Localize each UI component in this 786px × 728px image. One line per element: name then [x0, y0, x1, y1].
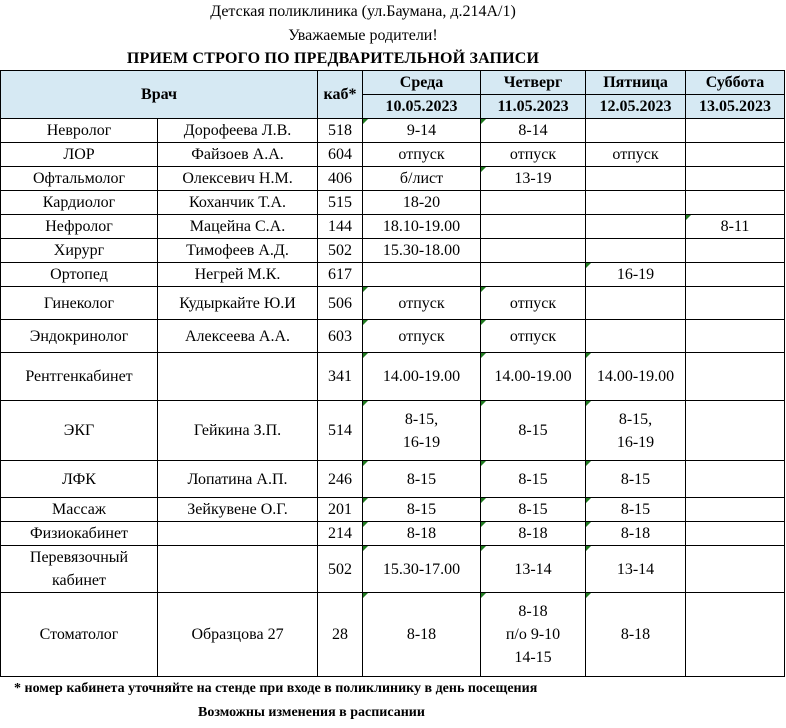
schedule-thu-cell: 8-18 п/о 9-10 14-15	[481, 593, 586, 677]
schedule-thu-cell: 14.00-19.00	[481, 353, 586, 401]
schedule-fri-cell: 8-18	[586, 593, 686, 677]
doctor-name-cell: Образцова 27	[158, 593, 318, 677]
doctor-name-cell	[158, 353, 318, 401]
table-row	[1, 522, 785, 546]
table-row	[1, 320, 785, 353]
column-header-sat: Суббота	[686, 71, 785, 95]
doctor-name-cell: Тимофеев А.Д.	[158, 239, 318, 263]
cabinet-cell: 341	[318, 353, 363, 401]
table-row	[1, 546, 785, 593]
schedule-sat-cell	[686, 522, 785, 546]
cabinet-cell: 617	[318, 263, 363, 287]
schedule-fri-cell: 13-14	[586, 546, 686, 593]
schedule-fri-cell	[586, 287, 686, 320]
schedule-sat-cell	[686, 353, 785, 401]
date-sat: 13.05.2023	[686, 95, 785, 119]
cabinet-cell: 518	[318, 119, 363, 143]
table-row	[1, 593, 785, 677]
cabinet-cell: 515	[318, 191, 363, 215]
cabinet-cell: 201	[318, 498, 363, 522]
doctor-name-cell: Файзоев А.А.	[158, 143, 318, 167]
schedule-fri-cell	[586, 239, 686, 263]
table-row	[1, 353, 785, 401]
schedule-fri-cell	[586, 215, 686, 239]
schedule-fri-cell	[586, 167, 686, 191]
schedule-thu-cell	[481, 215, 586, 239]
schedule-sat-cell	[686, 498, 785, 522]
cabinet-cell: 506	[318, 287, 363, 320]
schedule-sat-cell	[686, 461, 785, 498]
cabinet-cell: 604	[318, 143, 363, 167]
schedule-wed-cell: 18-20	[363, 191, 481, 215]
schedule-thu-cell: отпуск	[481, 287, 586, 320]
table-row	[1, 215, 785, 239]
schedule-sat-cell	[686, 401, 785, 461]
doctor-name-cell: Дорофеева Л.В.	[158, 119, 318, 143]
schedule-wed-cell	[363, 263, 481, 287]
schedule-thu-cell: 8-14	[481, 119, 586, 143]
doctor-name-cell	[158, 546, 318, 593]
specialty-cell: Стоматолог	[1, 593, 158, 677]
schedule-thu-cell: 8-18	[481, 522, 586, 546]
cabinet-cell: 406	[318, 167, 363, 191]
specialty-cell: Кардиолог	[1, 191, 158, 215]
doctor-name-cell: Мацейна С.А.	[158, 215, 318, 239]
schedule-wed-cell: 15.30-18.00	[363, 239, 481, 263]
doctor-name-cell: Негрей М.К.	[158, 263, 318, 287]
date-thu: 11.05.2023	[481, 95, 586, 119]
table-row	[1, 401, 785, 461]
schedule-thu-cell	[481, 263, 586, 287]
cabinet-cell: 246	[318, 461, 363, 498]
greeting: Уважаемые родители!	[288, 27, 438, 44]
schedule-sat-cell	[686, 191, 785, 215]
column-header-fri: Пятница	[586, 71, 686, 95]
table-row	[1, 191, 785, 215]
table-row	[1, 263, 785, 287]
schedule-thu-cell: 13-14	[481, 546, 586, 593]
header-row-days	[1, 71, 785, 95]
schedule-wed-cell: 8-15	[363, 498, 481, 522]
schedule-wed-cell: б/лист	[363, 167, 481, 191]
schedule-sat-cell	[686, 287, 785, 320]
schedule-fri-cell	[586, 320, 686, 353]
cabinet-cell: 514	[318, 401, 363, 461]
schedule-sat-cell	[686, 239, 785, 263]
schedule-sat-cell	[686, 263, 785, 287]
schedule-wed-cell: 9-14	[363, 119, 481, 143]
specialty-cell: Офтальмолог	[1, 167, 158, 191]
cabinet-cell: 502	[318, 239, 363, 263]
column-header-cab: каб*	[318, 71, 363, 119]
doctor-name-cell: Алексеева А.А.	[158, 320, 318, 353]
schedule-thu-cell	[481, 239, 586, 263]
schedule-thu-cell: 8-15	[481, 498, 586, 522]
table-row	[1, 287, 785, 320]
schedule-wed-cell: 15.30-17.00	[363, 546, 481, 593]
schedule-thu-cell: 13-19	[481, 167, 586, 191]
column-header-doctor: Врач	[1, 71, 318, 119]
schedule-thu-cell: отпуск	[481, 320, 586, 353]
cabinet-cell: 502	[318, 546, 363, 593]
schedule-fri-cell: 8-15, 16-19	[586, 401, 686, 461]
specialty-cell: Массаж	[1, 498, 158, 522]
schedule-thu-cell	[481, 191, 586, 215]
schedule-sat-cell	[686, 119, 785, 143]
schedule-wed-cell: 8-18	[363, 522, 481, 546]
schedule-sat-cell	[686, 320, 785, 353]
table-row	[1, 461, 785, 498]
schedule-fri-cell	[586, 119, 686, 143]
specialty-cell: Эндокринолог	[1, 320, 158, 353]
table-row	[1, 167, 785, 191]
cabinet-cell: 603	[318, 320, 363, 353]
specialty-cell: Физиокабинет	[1, 522, 158, 546]
doctor-name-cell: Гейкина З.П.	[158, 401, 318, 461]
schedule-wed-cell: 14.00-19.00	[363, 353, 481, 401]
schedule-sat-cell: 8-11	[686, 215, 785, 239]
column-header-thu: Четверг	[481, 71, 586, 95]
cabinet-cell: 144	[318, 215, 363, 239]
cabinet-cell: 28	[318, 593, 363, 677]
doctor-name-cell	[158, 522, 318, 546]
schedule-fri-cell: 8-15	[586, 498, 686, 522]
schedule-sat-cell	[686, 167, 785, 191]
clinic-title: Детская поликлиника (ул.Баумана, д.214А/1)	[210, 3, 516, 20]
schedule-wed-cell: 8-15	[363, 461, 481, 498]
cabinet-cell: 214	[318, 522, 363, 546]
schedule-wed-cell: 18.10-19.00	[363, 215, 481, 239]
specialty-cell: Перевязочный кабинет	[1, 546, 158, 593]
table-row	[1, 143, 785, 167]
specialty-cell: Рентгенкабинет	[1, 353, 158, 401]
column-header-wed: Среда	[363, 71, 481, 95]
specialty-cell: Невролог	[1, 119, 158, 143]
specialty-cell: ЭКГ	[1, 401, 158, 461]
doctor-name-cell: Лопатина А.П.	[158, 461, 318, 498]
table-row	[1, 119, 785, 143]
schedule-wed-cell: 8-15, 16-19	[363, 401, 481, 461]
schedule-wed-cell: отпуск	[363, 287, 481, 320]
schedule-sat-cell	[686, 593, 785, 677]
schedule-fri-cell: 8-18	[586, 522, 686, 546]
date-wed: 10.05.2023	[363, 95, 481, 119]
table-row	[1, 498, 785, 522]
doctor-name-cell: Коханчик Т.А.	[158, 191, 318, 215]
doctor-name-cell: Зейкувене О.Г.	[158, 498, 318, 522]
specialty-cell: ЛОР	[1, 143, 158, 167]
schedule-thu-cell: 8-15	[481, 461, 586, 498]
appointment-notice: ПРИЕМ СТРОГО ПО ПРЕДВАРИТЕЛЬНОЙ ЗАПИСИ	[126, 50, 540, 67]
schedule-wed-cell: отпуск	[363, 320, 481, 353]
specialty-cell: ЛФК	[1, 461, 158, 498]
schedule-fri-cell: отпуск	[586, 143, 686, 167]
schedule-thu-cell: 8-15	[481, 401, 586, 461]
schedule-fri-cell	[586, 191, 686, 215]
schedule-fri-cell: 8-15	[586, 461, 686, 498]
schedule-wed-cell: 8-18	[363, 593, 481, 677]
schedule-sat-cell	[686, 143, 785, 167]
specialty-cell: Нефролог	[1, 215, 158, 239]
schedule-fri-cell: 14.00-19.00	[586, 353, 686, 401]
schedule-thu-cell: отпуск	[481, 143, 586, 167]
schedule-fri-cell: 16-19	[586, 263, 686, 287]
schedule-sat-cell	[686, 546, 785, 593]
specialty-cell: Хирург	[1, 239, 158, 263]
specialty-cell: Гинеколог	[1, 287, 158, 320]
schedule-wed-cell: отпуск	[363, 143, 481, 167]
changes-note: Возможны изменения в расписании	[198, 705, 425, 720]
schedule-table	[0, 70, 785, 677]
doctor-name-cell: Олексевич Н.М.	[158, 167, 318, 191]
doctor-name-cell: Кудыркайте Ю.И	[158, 287, 318, 320]
cabinet-footnote: * номер кабинета уточняйте на стенде при входе в поликлинику в день посещения	[14, 681, 538, 696]
date-fri: 12.05.2023	[586, 95, 686, 119]
specialty-cell: Ортопед	[1, 263, 158, 287]
table-row	[1, 239, 785, 263]
